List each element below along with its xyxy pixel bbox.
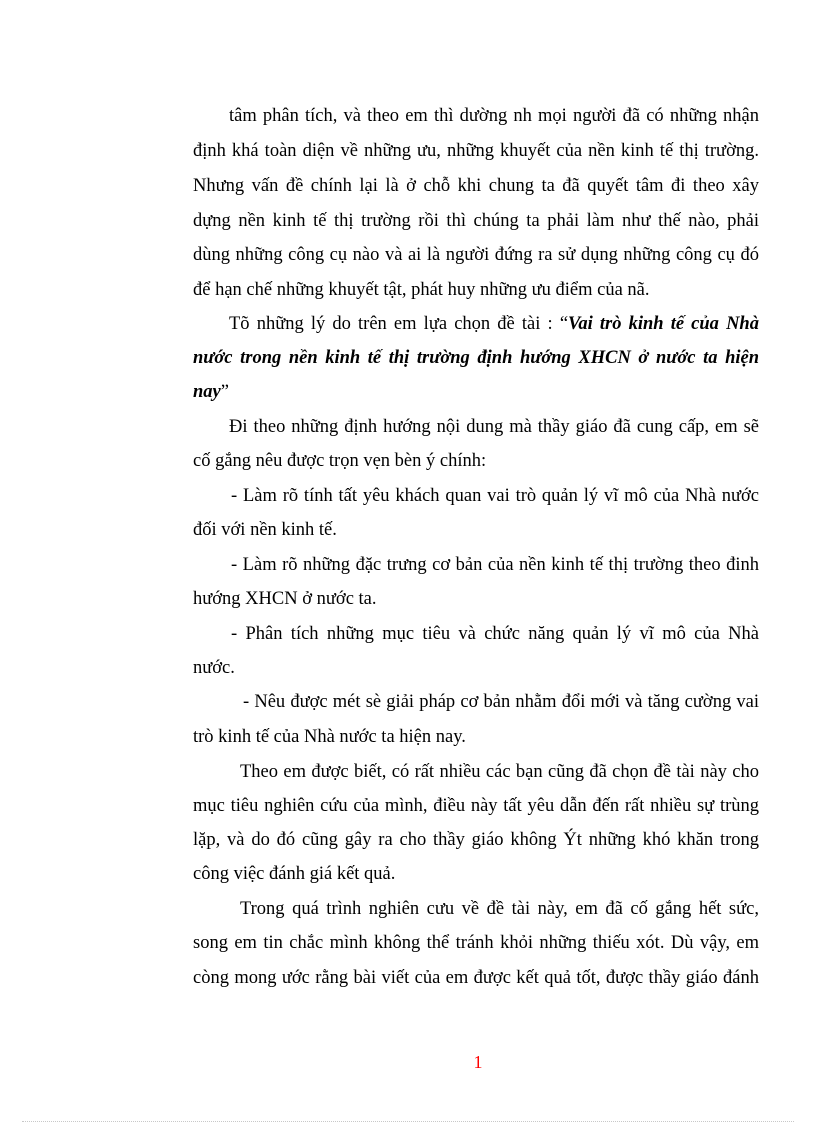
p4-line-1: Theo em được biết, có rất nhiều các bạn cũng đã chọn đề tài này cho <box>240 762 759 782</box>
topic-title-part-3: nay <box>193 382 221 402</box>
list-item-3-line-1: - Phân tích những mục tiêu và chức năng quản lý vĩ mô của Nhà <box>231 624 759 644</box>
list-item-4-line-2: trò kinh tế của Nhà nước ta hiện nay. <box>193 727 466 747</box>
p1-line-1: tâm phân tích, và theo em thì dường nh mọi người đã có những nhận <box>229 106 759 126</box>
topic-title-part-2: nước trong nền kinh tế thị trường định hướng XHCN ở nước ta hiện <box>193 348 759 368</box>
list-item-2-line-1: - Làm rõ những đặc trưng cơ bản của nền kinh tế thị trường theo đinh <box>231 555 759 575</box>
p2-suffix: ” <box>220 382 229 402</box>
p1-line-5: dùng những công cụ nào và ai là người đứng ra sử dụng những công cụ đó <box>193 245 759 265</box>
list-item-2-line-2: hướng XHCN ở nước ta. <box>193 589 377 609</box>
list-item-1-line-1: - Làm rõ tính tất yêu khách quan vai trò quản lý vĩ mô của Nhà nước <box>231 486 759 506</box>
p1-line-3: Nhưng vấn đề chính lại là ở chỗ khi chung ta đã quyết tâm đi theo xây <box>193 176 759 196</box>
p1-line-6: để hạn chế những khuyết tật, phát huy những ưu điểm của nã. <box>193 280 650 300</box>
p4-line-4: công việc đánh giá kết quả. <box>193 864 396 884</box>
p5-line-1: Trong quá trình nghiên cưu về đề tài này, em đã cố gắng hết sức, <box>240 899 759 919</box>
p1-line-4: dựng nền kinh tế thị trường rồi thì chúng ta phải làm như thế nào, phải <box>193 211 759 231</box>
p1-line-2: định khá toàn diện về những ưu, những khuyết của nền kinh tế thị trường. <box>193 141 759 161</box>
p3-line-2: cố gắng nêu được trọn vẹn bèn ý chính: <box>193 451 487 471</box>
p2-line-1 <box>229 313 759 335</box>
p5-line-2: song em tin chắc mình không thể tránh khỏi những thiếu xót. Dù vậy, em <box>193 933 759 953</box>
p4-line-2: mục tiêu nghiên cứu của mình, điều này tất yêu dẫn đến rất nhiều sự trùng <box>193 796 759 816</box>
page-number: 1 <box>473 1052 483 1072</box>
page-bottom-border <box>22 1121 794 1122</box>
p2-prefix: Tõ những lý do trên em lựa chọn đề tài : “ <box>229 314 569 334</box>
topic-title-part-1: Vai trò kinh tế của Nhà <box>568 314 759 334</box>
list-item-1-line-2: đối với nền kinh tế. <box>193 520 337 540</box>
list-item-4-line-1: - Nêu được mét sè giải pháp cơ bản nhằm đổi mới và tăng cường vai <box>243 692 759 712</box>
p2-line-3 <box>193 381 229 403</box>
p3-line-1: Đi theo những định hướng nội dung mà thầy giáo đã cung cấp, em sẽ <box>229 417 759 437</box>
list-item-3-line-2: nước. <box>193 658 235 678</box>
p5-line-3: còng mong ước rằng bài viết của em được kết quả tốt, được thầy giáo đánh <box>193 968 759 988</box>
p4-line-3: lặp, và do đó cũng gây ra cho thầy giáo không Ýt những khó khăn trong <box>193 830 759 850</box>
